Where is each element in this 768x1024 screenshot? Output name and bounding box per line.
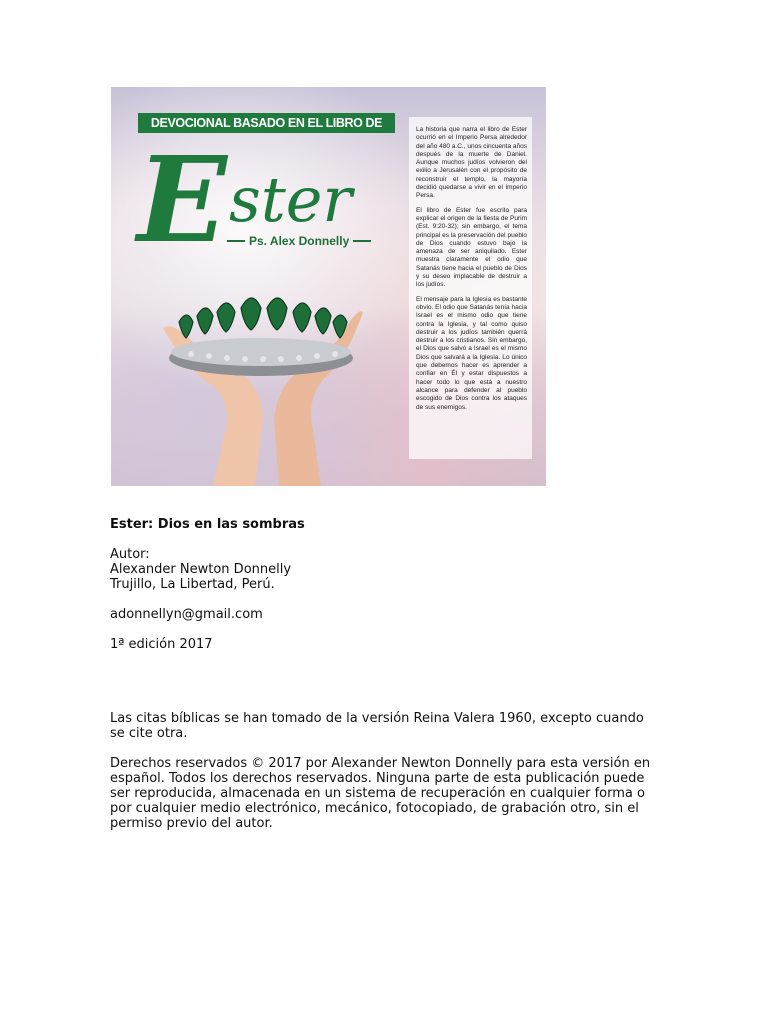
author-block [110, 547, 655, 592]
copyright-notice: Derechos reservados © 2017 por Alexander Newton Donnelly para esta versión en español. Todos los derechos reservados. Ninguna parte de esta publicación puede ser reproducida, almacenada en un sistema de recuperación en cualquier forma o por cualquier medio electrónico, mecánico, fotocopiado, de grabación otro, sin el permiso previo del autor. [110, 756, 651, 831]
right-hand-shape [274, 311, 363, 486]
cover-panel-paragraph: El mensaje para la Iglesia es bastante obvio. El odio que Satanás tenía hacia Israel es el mismo odio que tiene contra la Iglesia, y tal como quiso destruir a los judíos también querrá destruir a los cristianos. Sin embargo, el Dios que salvó a Israel es el mismo Dios que salvará a la Iglesia. Lo único que debemos hacer es aprender a confiar en Él y estar dispuestos a hacer todo lo que está a nuestro alcance para defender al pueblo escogido de Dios contra los ataques de sus enemigos. [416, 295, 527, 411]
author-location: Trujillo, La Libertad, Perú. [110, 577, 275, 592]
author-email: adonnellyn@gmail.com [110, 607, 263, 622]
edition-line: 1ª edición 2017 [110, 637, 213, 652]
author-right-dash [353, 240, 371, 242]
author-left-dash [227, 240, 245, 242]
crown-hands-illustration [151, 282, 371, 486]
cover-title-rest: ster [229, 163, 353, 236]
document-body [110, 517, 655, 831]
emerald-stones [179, 298, 347, 338]
book-cover-image [111, 87, 546, 486]
cover-banner: DEVOCIONAL BASADO EN EL LIBRO DE [138, 113, 395, 133]
author-label: Autor: [110, 547, 150, 562]
cover-panel-paragraph: El libro de Ester fue escrito para explicar el origen de la fiesta de Purim (Est. 9:20-32); sin embargo, el tema principal es la preservación del pueblo de Dios cuando estuvo bajo la amenaza de ser aniquilado. Ester muestra claramente el odio que Satanás tiene hacia el pueblo de Dios y su deseo implacable de destruir a los judíos. [416, 206, 527, 289]
cover-title-initial: E [137, 130, 227, 263]
document-title: Ester: Dios en las sombras [110, 517, 305, 532]
cover-panel-paragraph: La historia que narra el libro de Ester ocurrió en el Imperio Persa alrededor del año 480 a.C., unos cincuenta años después de la muerte de Daniel. Aunque muchos judíos volvieron del exilio a Jerusalén con el propósito de reconstruir el templo, la mayoría decidió quedarse a vivir en el Imperio Persa. [416, 126, 527, 200]
citations-note: Las citas bíblicas se han tomado de la versión Reina Valera 1960, excepto cuando se cite otra. [110, 711, 644, 741]
cover-author-name: Ps. Alex Donnelly [249, 234, 350, 248]
author-name: Alexander Newton Donnelly [110, 562, 292, 577]
cover-author [227, 232, 377, 250]
cover-text-panel [409, 117, 532, 459]
